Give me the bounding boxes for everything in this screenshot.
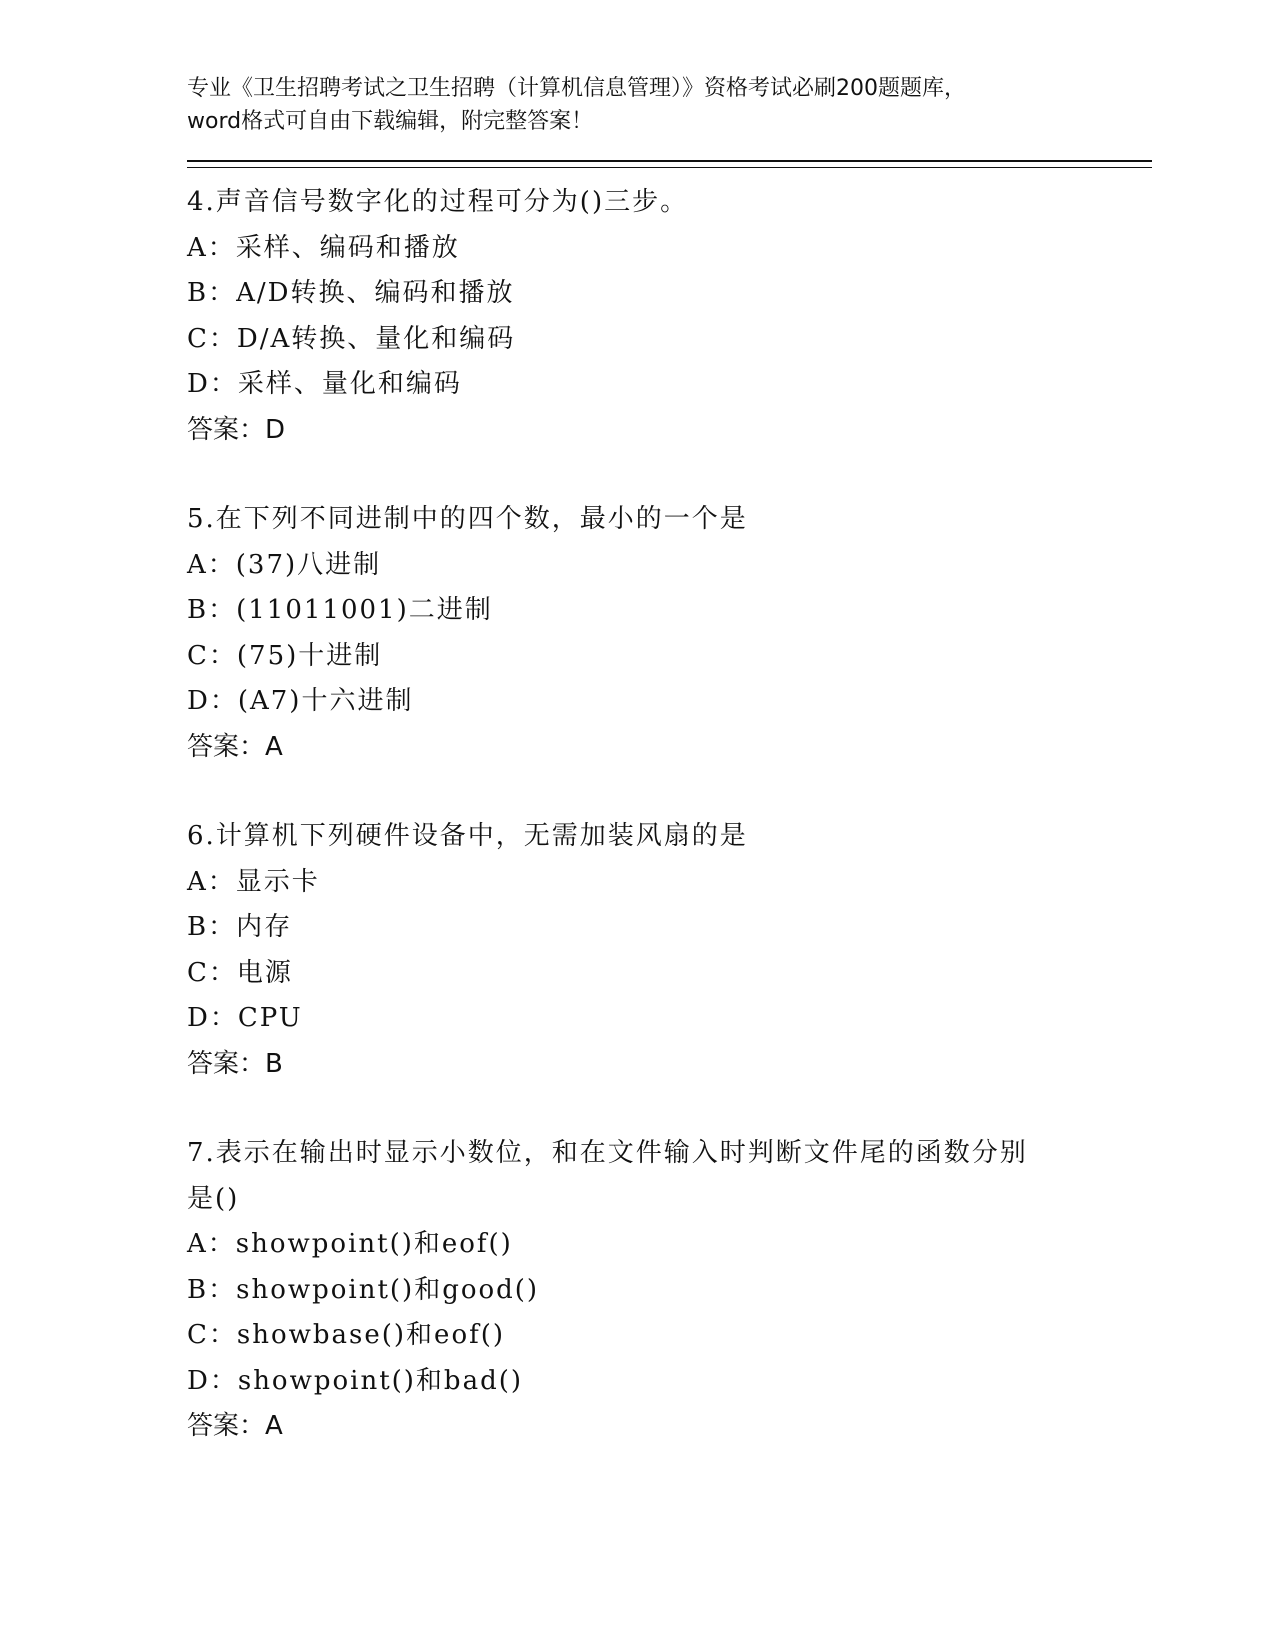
answer-line: 答案：A — [187, 731, 283, 762]
question-text: 7.表示在输出时显示小数位，和在文件输入时判断文件尾的函数分别 — [187, 1138, 1028, 1168]
option-c: C：电源 — [187, 957, 293, 988]
answer-line: 答案：D — [187, 414, 286, 445]
option-c: C：(75)十进制 — [187, 640, 383, 671]
option-b: B：内存 — [187, 912, 293, 942]
option-a: A：showpoint()和eof() — [187, 1229, 513, 1259]
question-6 — [187, 814, 1152, 1087]
option-a: A：显示卡 — [187, 866, 320, 897]
question-5 — [187, 497, 1152, 770]
question-7 — [187, 1131, 1152, 1450]
question-4 — [187, 180, 1152, 453]
header-title-line-2: word格式可自由下载编辑，附完整答案！ — [187, 109, 594, 134]
option-c: C：showbase()和eof() — [187, 1320, 506, 1350]
option-d: D：(A7)十六进制 — [187, 686, 414, 716]
document-page — [187, 72, 1152, 1450]
option-c: C：D/A转换、量化和编码 — [187, 323, 516, 354]
option-b: B：showpoint()和good() — [187, 1274, 540, 1305]
option-d: D：showpoint()和bad() — [187, 1365, 524, 1396]
option-b: B：A/D转换、编码和播放 — [187, 278, 515, 308]
question-text: 4.声音信号数字化的过程可分为()三步。 — [187, 187, 689, 217]
option-a: A：采样、编码和播放 — [187, 232, 460, 263]
answer-line: 答案：A — [187, 1411, 283, 1441]
question-text: 6.计算机下列硬件设备中，无需加装风扇的是 — [187, 821, 748, 851]
header-divider — [187, 160, 1152, 168]
question-text-continued: 是() — [187, 1183, 240, 1214]
option-a: A：(37)八进制 — [187, 549, 382, 580]
option-d: D：采样、量化和编码 — [187, 369, 462, 399]
answer-line: 答案：B — [187, 1048, 283, 1079]
option-d: D：CPU — [187, 1003, 303, 1033]
header-title-line-1: 专业《卫生招聘考试之卫生招聘（计算机信息管理）》资格考试必刷200题题库， — [187, 76, 966, 101]
question-text: 5.在下列不同进制中的四个数，最小的一个是 — [187, 504, 748, 534]
option-b: B：(11011001)二进制 — [187, 595, 493, 625]
document-header — [187, 72, 1152, 138]
